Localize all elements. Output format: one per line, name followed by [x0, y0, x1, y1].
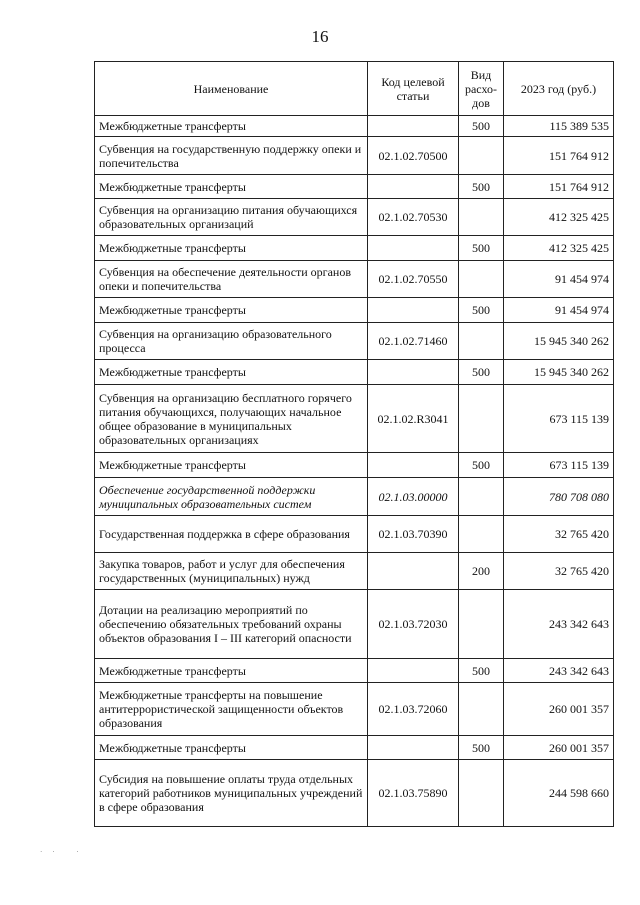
- table-row: [95, 175, 614, 199]
- cell-name: Субсидия на повышение оплаты труда отдельных категорий работников муниципальных учреждений в сфере образования: [95, 760, 368, 827]
- cell-amount: 244 598 660: [504, 760, 614, 827]
- cell-code: 02.1.03.72030: [368, 590, 459, 659]
- cell-amount: 32 765 420: [504, 516, 614, 553]
- cell-amount: 151 764 912: [504, 175, 614, 199]
- table-row: [95, 116, 614, 137]
- cell-code: [368, 736, 459, 760]
- cell-code: 02.1.03.00000: [368, 478, 459, 516]
- cell-amount: 91 454 974: [504, 261, 614, 298]
- cell-name: Субвенция на организацию образовательного процесса: [95, 323, 368, 360]
- table-row: [95, 236, 614, 261]
- cell-type: [459, 760, 504, 827]
- cell-name: Закупка товаров, работ и услуг для обеспечения государственных (муниципальных) нужд: [95, 553, 368, 590]
- cell-type: [459, 261, 504, 298]
- page-number: 16: [311, 27, 329, 46]
- cell-name: Межбюджетные трансферты на повышение антитеррористической защищенности объектов образования: [95, 683, 368, 736]
- table-row: [95, 760, 614, 827]
- cell-code: [368, 236, 459, 261]
- cell-code: 02.1.03.72060: [368, 683, 459, 736]
- cell-type: 500: [459, 736, 504, 760]
- cell-name: Субвенция на организацию бесплатного горячего питания обучающихся, получающих начальное общее образование в муниципальных образовательных организациях: [95, 385, 368, 453]
- cell-type: 500: [459, 360, 504, 385]
- cell-amount: 91 454 974: [504, 298, 614, 323]
- cell-type: 200: [459, 553, 504, 590]
- table-row: [95, 516, 614, 553]
- table-row: [95, 360, 614, 385]
- table-header-row: [95, 62, 614, 116]
- cell-name: Межбюджетные трансферты: [95, 736, 368, 760]
- table-row: [95, 137, 614, 175]
- cell-code: [368, 453, 459, 478]
- cell-type: [459, 590, 504, 659]
- cell-code: 02.1.03.70390: [368, 516, 459, 553]
- cell-name: Межбюджетные трансферты: [95, 659, 368, 683]
- table-row: [95, 453, 614, 478]
- cell-name: Межбюджетные трансферты: [95, 116, 368, 137]
- cell-type: 500: [459, 659, 504, 683]
- cell-type: 500: [459, 116, 504, 137]
- cell-amount: 260 001 357: [504, 736, 614, 760]
- cell-type: [459, 516, 504, 553]
- cell-name: Государственная поддержка в сфере образования: [95, 516, 368, 553]
- header-amount: 2023 год (руб.): [504, 62, 614, 116]
- cell-amount: 15 945 340 262: [504, 323, 614, 360]
- table-row: [95, 659, 614, 683]
- cell-amount: 260 001 357: [504, 683, 614, 736]
- cell-amount: 412 325 425: [504, 236, 614, 261]
- table-row: [95, 683, 614, 736]
- cell-type: 500: [459, 236, 504, 261]
- header-code: Код целевой статьи: [368, 62, 459, 116]
- table-row: [95, 298, 614, 323]
- cell-type: [459, 199, 504, 236]
- cell-code: 02.1.02.70500: [368, 137, 459, 175]
- cell-code: 02.1.02.70550: [368, 261, 459, 298]
- cell-name: Межбюджетные трансферты: [95, 360, 368, 385]
- cell-name: Межбюджетные трансферты: [95, 236, 368, 261]
- table-row: [95, 478, 614, 516]
- cell-type: [459, 137, 504, 175]
- header-type: Вид расхо-дов: [459, 62, 504, 116]
- cell-name: Субвенция на государственную поддержку опеки и попечительства: [95, 137, 368, 175]
- cell-code: 02.1.02.71460: [368, 323, 459, 360]
- table-row: [95, 261, 614, 298]
- cell-amount: 243 342 643: [504, 659, 614, 683]
- table-row: [95, 385, 614, 453]
- cell-name: Субвенция на организацию питания обучающихся образовательных организаций: [95, 199, 368, 236]
- cell-amount: 32 765 420: [504, 553, 614, 590]
- cell-amount: 673 115 139: [504, 385, 614, 453]
- cell-name: Субвенция на обеспечение деятельности органов опеки и попечительства: [95, 261, 368, 298]
- cell-amount: 673 115 139: [504, 453, 614, 478]
- cell-type: 500: [459, 175, 504, 199]
- cell-type: 500: [459, 453, 504, 478]
- cell-code: 02.1.02.70530: [368, 199, 459, 236]
- table-row: [95, 736, 614, 760]
- cell-name: Обеспечение государственной поддержки муниципальных образовательных систем: [95, 478, 368, 516]
- cell-type: [459, 478, 504, 516]
- cell-name: Межбюджетные трансферты: [95, 298, 368, 323]
- cell-amount: 115 389 535: [504, 116, 614, 137]
- cell-code: [368, 298, 459, 323]
- cell-code: [368, 116, 459, 137]
- cell-name: Дотации на реализацию мероприятий по обеспечению обязательных требований охраны объектов образования I – III категорий опасности: [95, 590, 368, 659]
- cell-amount: 780 708 080: [504, 478, 614, 516]
- table-row: [95, 323, 614, 360]
- cell-type: [459, 323, 504, 360]
- cell-code: [368, 360, 459, 385]
- cell-name: Межбюджетные трансферты: [95, 453, 368, 478]
- table-body: [95, 116, 614, 827]
- cell-code: [368, 553, 459, 590]
- cell-type: 500: [459, 298, 504, 323]
- table-row: [95, 590, 614, 659]
- scan-artifact: ·· ·: [40, 848, 89, 856]
- cell-code: [368, 659, 459, 683]
- cell-code: 02.1.02.R3041: [368, 385, 459, 453]
- cell-code: 02.1.03.75890: [368, 760, 459, 827]
- cell-amount: 151 764 912: [504, 137, 614, 175]
- cell-amount: 15 945 340 262: [504, 360, 614, 385]
- cell-type: [459, 683, 504, 736]
- header-name: Наименование: [95, 62, 368, 116]
- cell-type: [459, 385, 504, 453]
- cell-amount: 412 325 425: [504, 199, 614, 236]
- cell-code: [368, 175, 459, 199]
- cell-amount: 243 342 643: [504, 590, 614, 659]
- cell-name: Межбюджетные трансферты: [95, 175, 368, 199]
- table-row: [95, 553, 614, 590]
- table-row: [95, 199, 614, 236]
- budget-table: [94, 61, 614, 827]
